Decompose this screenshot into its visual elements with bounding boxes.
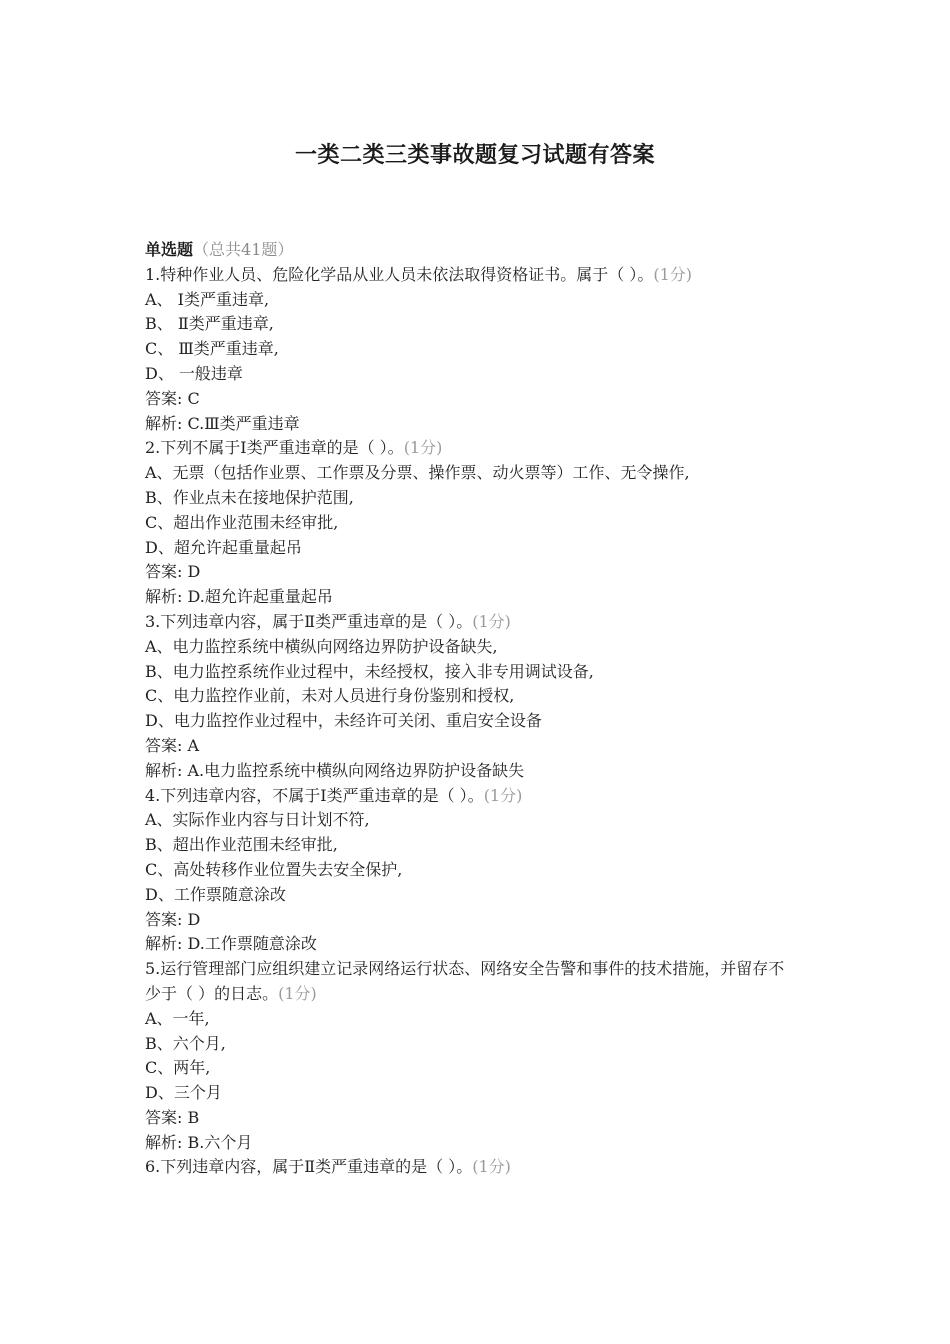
analysis: 解析: D.工作票随意涂改 [145,934,317,954]
question-points: (1分) [472,1157,511,1177]
document-title: 一类二类三类事故题复习试题有答案 [294,142,655,168]
option-d: D、三个月 [145,1083,222,1103]
option-a: A、电力监控系统中横纵向网络边界防护设备缺失, [145,636,498,656]
analysis: 解析: D.超允许起重量起吊 [145,587,333,607]
question-1 [145,263,800,437]
question-6 [145,1155,800,1180]
question-points: (1分) [278,983,317,1003]
option-b: B、作业点未在接地保护范围, [145,487,354,507]
option-c: C、高处转移作业位置失去安全保护, [145,859,403,879]
question-5 [145,957,800,1155]
option-c: C、 Ⅲ类严重违章, [145,339,279,359]
question-stem: 1.特种作业人员、危险化学品从业人员未依法取得资格证书。属于（ ）。(1分) [145,264,693,284]
answer: 答案: D [145,562,201,582]
answer: 答案: D [145,909,201,929]
option-d: D、电力监控作业过程中，未经许可关闭、重启安全设备 [145,711,542,731]
question-2 [145,436,800,610]
option-a: A、无票（包括作业票、工作票及分票、操作票、动火票等）工作、无令操作, [145,463,690,483]
question-stem: 3.下列违章内容，属于Ⅱ类严重违章的是（ ）。(1分) [145,611,511,631]
question-4 [145,784,800,958]
question-3 [145,610,800,784]
option-c: C、电力监控作业前，未对人员进行身份鉴别和授权, [145,686,515,706]
option-d: D、工作票随意涂改 [145,884,286,904]
option-c: C、两年, [145,1058,211,1078]
question-points: (1分) [472,611,511,631]
question-stem: 4.下列违章内容，不属于Ⅰ类严重违章的是（ ）。(1分) [145,785,523,805]
section-header [145,238,800,263]
answer: 答案: A [145,735,200,755]
option-a: A、实际作业内容与日计划不符, [145,810,370,830]
option-d: D、超允许起重量起吊 [145,537,302,557]
question-stem: 5.运行管理部门应组织建立记录网络运行状态、网络安全告警和事件的技术措施，并留存不少于（ ）的日志。(1分) [145,959,785,1003]
option-b: B、六个月, [145,1033,226,1053]
option-d: D、 一般违章 [145,363,243,383]
answer: 答案: B [145,1107,200,1127]
answer: 答案: C [145,388,200,408]
option-b: B、电力监控系统作业过程中，未经授权，接入非专用调试设备, [145,661,594,681]
option-a: A、一年, [145,1008,210,1028]
question-points: (1分) [403,438,443,458]
option-b: B、超出作业范围未经审批, [145,835,338,855]
document-body [145,238,800,1180]
question-points: (1分) [653,264,693,284]
question-stem: 6.下列违章内容，属于Ⅱ类严重违章的是（ ）。(1分) [145,1157,511,1177]
analysis: 解析: C.Ⅲ类严重违章 [145,413,300,433]
question-stem: 2.下列不属于Ⅰ类严重违章的是（ ）。(1分) [145,438,443,458]
section-label: 单选题 [145,240,194,259]
option-c: C、超出作业范围未经审批, [145,512,339,532]
question-points: (1分) [483,785,523,805]
section-count: （总共41题） [193,240,294,259]
option-a: A、 Ⅰ类严重违章, [145,289,270,309]
analysis: 解析: B.六个月 [145,1132,253,1152]
analysis: 解析: A.电力监控系统中横纵向网络边界防护设备缺失 [145,760,525,780]
option-b: B、 Ⅱ类严重违章, [145,314,274,334]
